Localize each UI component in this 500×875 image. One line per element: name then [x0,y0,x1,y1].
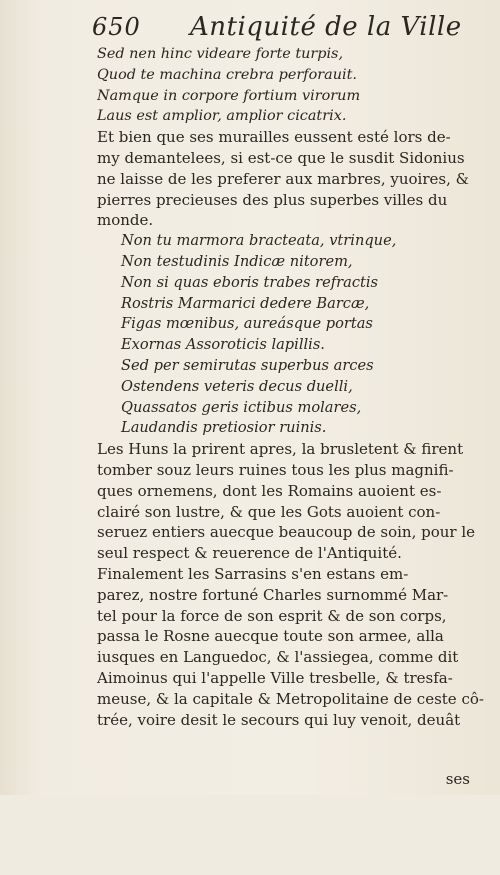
body-text [97,44,487,730]
text-line: seul respect & reuerence de l'Antiquité. [97,544,402,563]
verse-line: Sed per semirutas superbus arces [121,356,374,374]
page-number: 650 [92,13,141,41]
text-line: seruez entiers auecque beaucoup de soin, pour le [97,523,476,542]
text-line: Finalement les Sarrasins s'en estans em- [97,564,409,583]
text-line: Aimoinus qui l'appelle Ville tresbelle, & tresfa- [97,668,453,687]
text-line: pierres precieuses des plus superbes villes du [97,190,448,209]
text-line: tel pour la force de son esprit & de son corps, [97,606,447,625]
verse-line: Exornas Assoroticis lapillis. [121,336,325,354]
catchword: ses [445,770,470,788]
verse-line: Quod te machina crebra perforauit. [97,66,357,83]
verse-line: Non si quas eboris trabes refractis [121,273,379,291]
text-line: iusques en Languedoc, & l'assiegea, comme dit [97,648,459,667]
verse-line: Namque in corpore fortium virorum [97,87,361,104]
text-line: meuse, & la capitale & Metropolitaine de ceste cô- [97,689,484,708]
verse-line: Laudandis pretiosior ruinis. [121,419,327,437]
verse-line: Laus est amplior, amplior cicatrix. [97,108,347,125]
text-line: ques ornemens, dont les Romains auoient es- [97,481,442,500]
text-line: monde. [97,211,154,230]
text-line: passa le Rosne auecque toute son armee, alla [97,627,444,646]
verse-line: Ostendens veteris decus duelli, [121,377,353,395]
verse-line: Sed nen hinc videare forte turpis, [97,46,344,62]
verse-line: Non tu marmora bracteata, vtrinque, [121,232,397,250]
text-line: tomber souz leurs ruines tous les plus magnifi- [97,460,454,479]
text-line: Et bien que ses murailles eussent esté lors de- [97,128,451,147]
bottom-margin [0,795,500,875]
text-line: Les Huns la prirent apres, la brusletent & firent [97,440,464,459]
running-title: Antiquité de la Ville [190,12,462,42]
verse-line: Non testudinis Indicæ nitorem, [121,252,353,270]
page-header [92,12,482,46]
text-line: my demantelees, si est-ce que le susdit Sidonius [97,148,465,167]
verse-line: Figas mœnibus, aureásque portas [121,315,373,333]
text-line: clairé son lustre, & que les Gots auoient con- [97,502,441,521]
verse-line: Rostris Marmarici dedere Barcæ, [121,294,370,312]
text-line: parez, nostre fortuné Charles surnommé Mar- [97,585,449,604]
text-line: ne laisse de les preferer aux marbres, yuoires, & [97,169,469,188]
text-line: trée, voire desit le secours qui luy venoit, deuât [97,710,461,729]
verse-line: Quassatos geris ictibus molares, [121,398,362,416]
